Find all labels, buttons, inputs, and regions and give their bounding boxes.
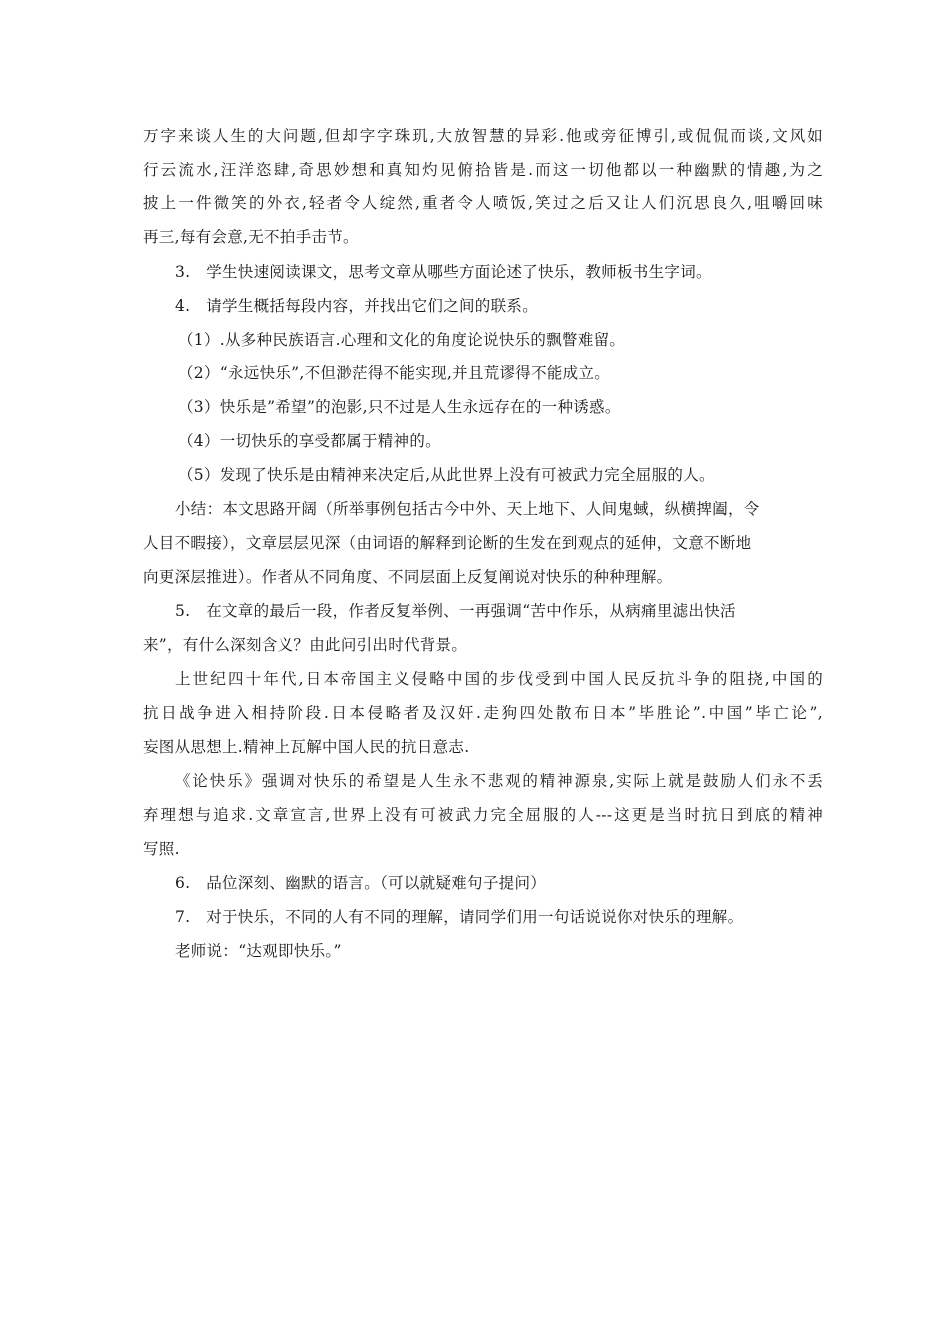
text-line: 弃理想与追求.文章宣言,世界上没有可被武力完全屈服的人---这更是当时抗日到底的精神 bbox=[143, 806, 823, 824]
step-3: 3. 学生快速阅读课文，思考文章从哪些方面论述了快乐，教师板书生字词。 bbox=[175, 263, 712, 281]
text-line: 来”，有什么深刻含义？由此问引出时代背景。 bbox=[143, 636, 468, 654]
text-line: 行云流水,汪洋恣肆,奇思妙想和真知灼见俯拾皆是.而这一切他都以一种幽默的情趣,为之 bbox=[143, 161, 823, 179]
text-line: 人目不暇接），文章层层见深（由词语的解释到论断的生发在到观点的延伸，文意不断地 bbox=[143, 534, 752, 552]
text-line: 上世纪四十年代,日本帝国主义侵略中国的步伐受到中国人民反抗斗争的阻挠,中国的 bbox=[175, 670, 823, 688]
text-line: 披上一件微笑的外衣,轻者令人绽然,重者令人喷饭,笑过之后又让人们沉思良久,咀嚼回味 bbox=[143, 194, 823, 212]
step-6: 6. 品位深刻、幽默的语言。（可以就疑难句子提问） bbox=[175, 874, 547, 892]
summary-item: （4）一切快乐的享受都属于精神的。 bbox=[178, 432, 441, 450]
text-line: 抗日战争进入相持阶段.日本侵略者及汉奸.走狗四处散布日本”毕胜论”.中国”毕亡论”, bbox=[143, 704, 823, 722]
step-4: 4. 请学生概括每段内容，并找出它们之间的联系。 bbox=[175, 297, 538, 315]
text-line: 向更深层推进）。作者从不同角度、不同层面上反复阐说对快乐的种种理解。 bbox=[143, 568, 673, 586]
summary-item: （2）“永远快乐”,不但渺茫得不能实现,并且荒谬得不能成立。 bbox=[178, 364, 611, 382]
summary-item: （3）快乐是”希望”的泡影,只不过是人生永远存在的一种诱惑。 bbox=[178, 398, 621, 416]
text-line: 《论快乐》强调对快乐的希望是人生永不悲观的精神源泉,实际上就是鼓励人们永不丢 bbox=[175, 772, 823, 790]
text-line: 再三,每有会意,无不拍手击节。 bbox=[143, 228, 359, 246]
teacher-quote: 老师说：“达观即快乐。” bbox=[175, 942, 342, 960]
text-line: 小结：本文思路开阔（所举事例包括古今中外、天上地下、人间鬼蜮，纵横捭阖，令 bbox=[175, 500, 760, 518]
text-line: 5. 在文章的最后一段，作者反复举例、一再强调“苦中作乐，从病痛里滤出快活 bbox=[175, 602, 736, 620]
text-line: 写照. bbox=[143, 840, 180, 858]
step-7: 7. 对于快乐，不同的人有不同的理解，请同学们用一句话说说你对快乐的理解。 bbox=[175, 908, 744, 926]
text-line: 万字来谈人生的大问题,但却字字珠玑,大放智慧的异彩.他或旁征博引,或侃侃而谈,文风如 bbox=[143, 127, 823, 145]
text-line: 妄图从思想上.精神上瓦解中国人民的抗日意志. bbox=[143, 738, 470, 756]
summary-item: （1）.从多种民族语言.心理和文化的角度论说快乐的飘瞥难留。 bbox=[178, 331, 626, 349]
summary-item: （5）发现了快乐是由精神来决定后,从此世界上没有可被武力完全屈服的人。 bbox=[178, 466, 715, 484]
